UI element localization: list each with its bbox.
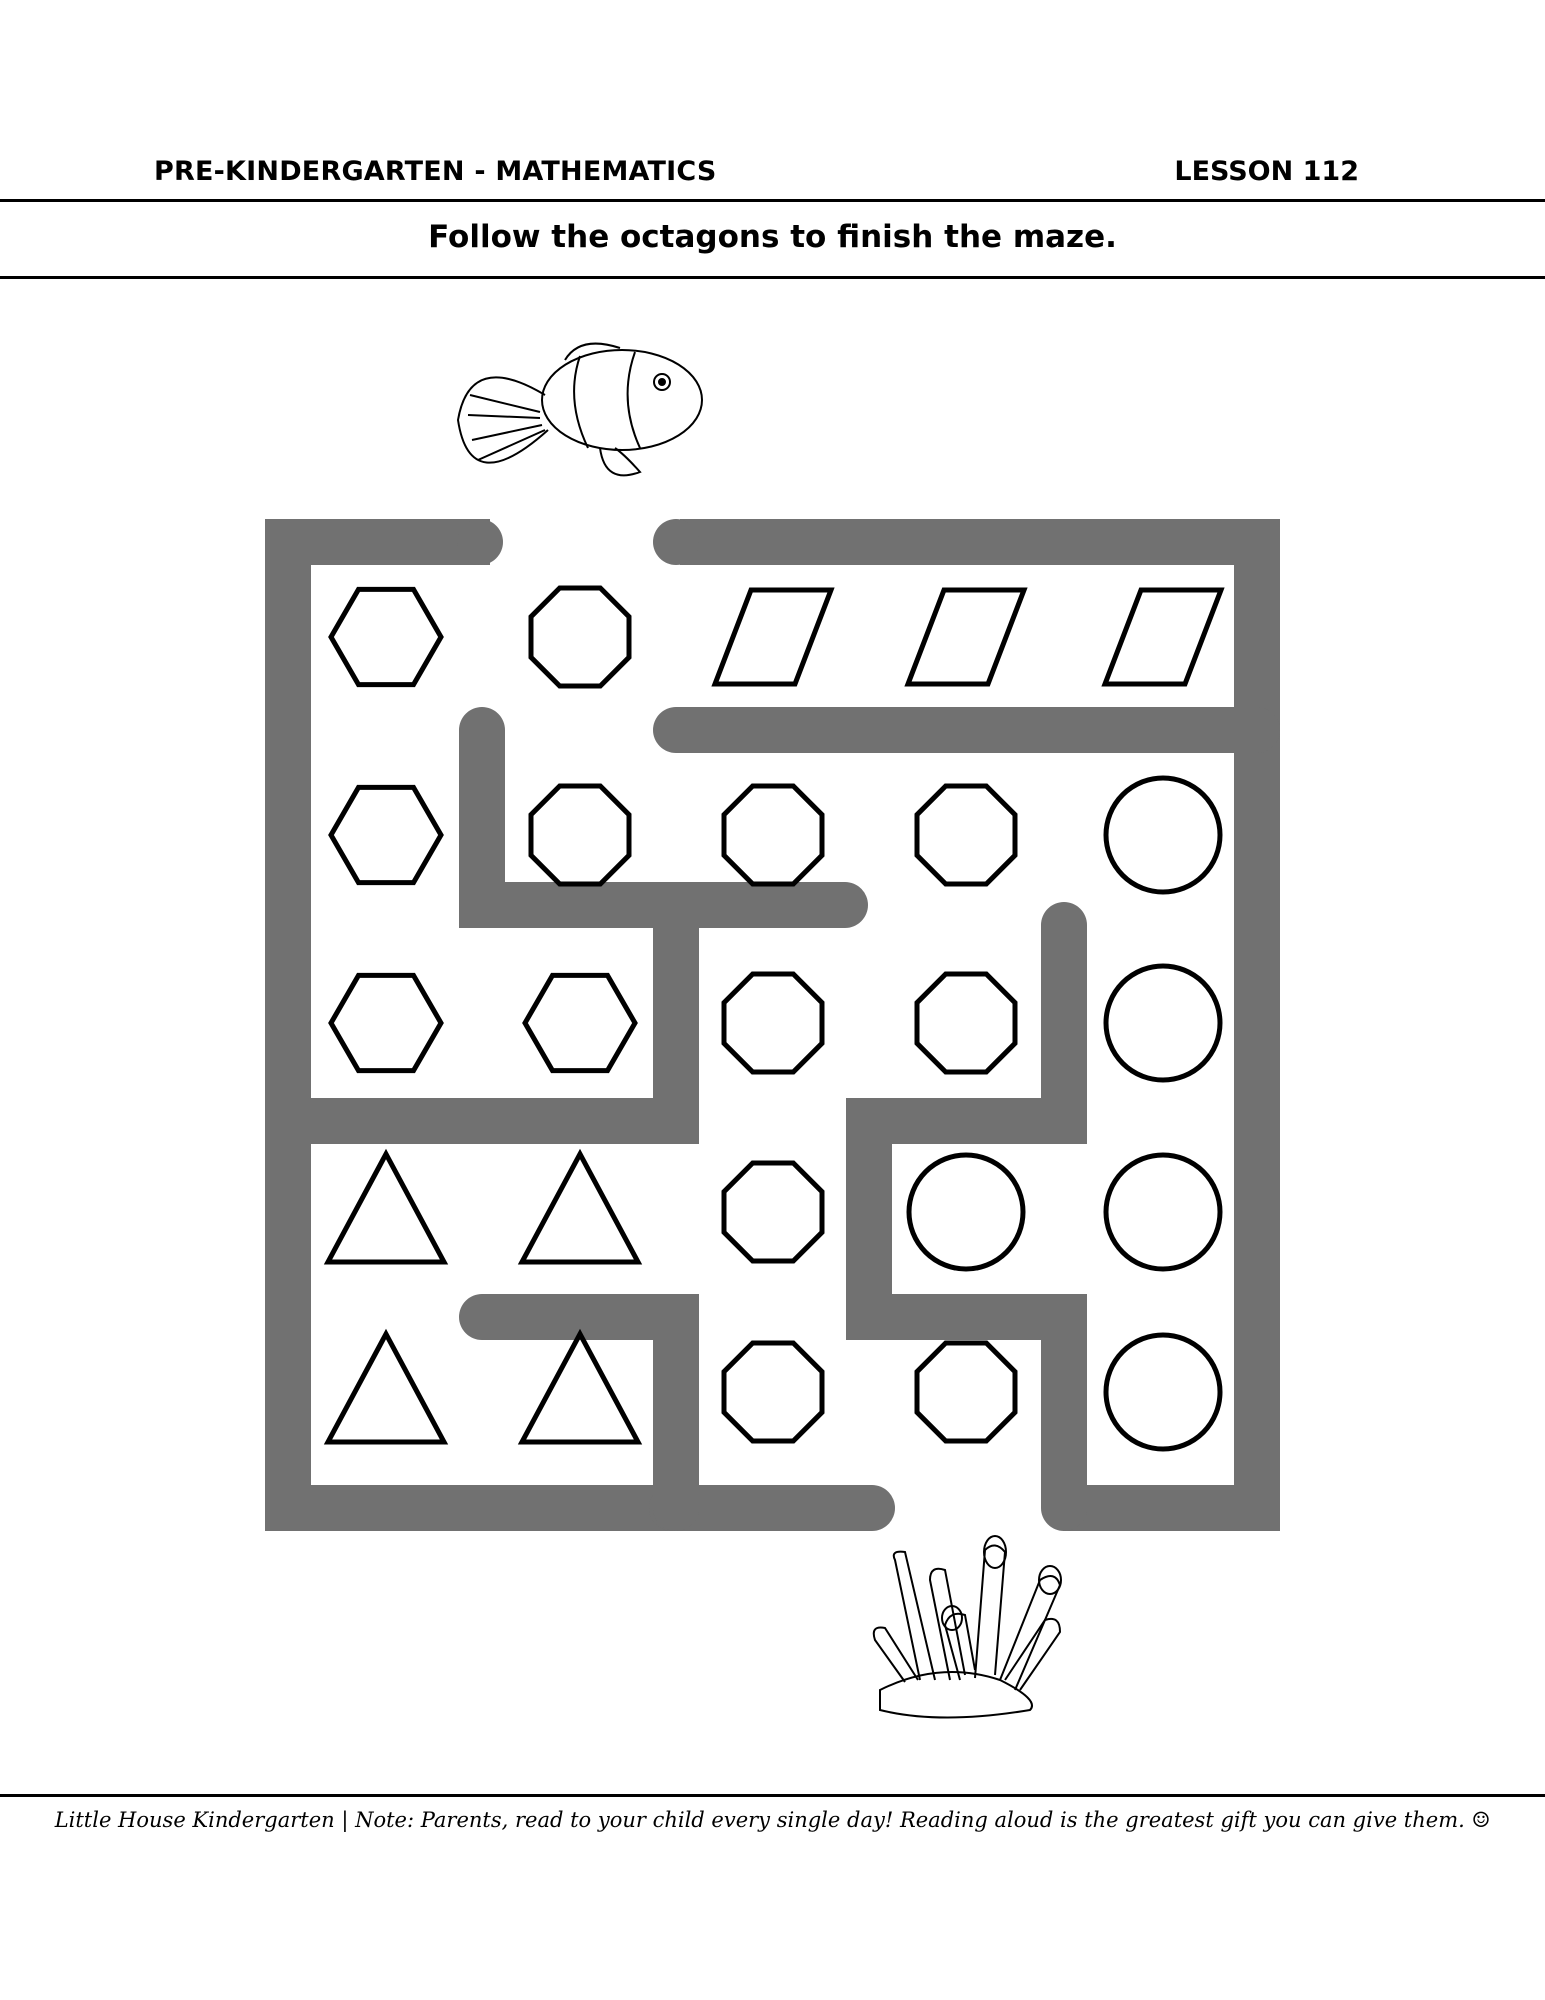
maze-wall xyxy=(482,730,845,905)
circle-shape xyxy=(1106,966,1220,1080)
triangle-shape xyxy=(522,1154,638,1262)
parallelogram-shape xyxy=(908,590,1024,684)
maze-wall xyxy=(680,542,1257,1508)
triangle-shape xyxy=(328,1334,444,1442)
maze-wall xyxy=(288,542,672,1508)
fish-stripe xyxy=(574,356,588,448)
octagon-shape xyxy=(531,786,629,884)
fish-pupil xyxy=(659,379,665,385)
hexagon-shape xyxy=(525,975,635,1070)
triangle-shape xyxy=(522,1334,638,1442)
octagon-shape xyxy=(531,588,629,686)
coral-branch xyxy=(894,1552,935,1680)
circle-shape xyxy=(909,1155,1023,1269)
hexagon-shape xyxy=(331,787,441,882)
octagon-shape xyxy=(724,1343,822,1441)
triangle-shape xyxy=(328,1154,444,1262)
fish-tail-lines xyxy=(468,395,545,460)
hexagon-shape xyxy=(331,975,441,1070)
circle-shape xyxy=(1106,778,1220,892)
octagon-shape xyxy=(724,974,822,1072)
hexagon-shape xyxy=(331,589,441,684)
circle-shape xyxy=(1106,1335,1220,1449)
circle-shape xyxy=(1106,1155,1220,1269)
header-lesson: LESSON 112 xyxy=(1174,156,1359,187)
fish-body xyxy=(542,350,702,450)
fish-top-fin xyxy=(565,344,620,360)
coral-tip xyxy=(984,1536,1006,1568)
fish-bottom-fin xyxy=(600,448,640,475)
octagon-shape xyxy=(917,1343,1015,1441)
octagon-shape xyxy=(724,786,822,884)
parallelogram-shape xyxy=(715,590,831,684)
maze-wall xyxy=(288,905,676,1121)
octagon-shape xyxy=(724,1163,822,1261)
footer-rule xyxy=(0,1794,1545,1797)
instruction-text: Follow the octagons to finish the maze. xyxy=(428,219,1117,255)
footer-note: Little House Kindergarten | Note: Parents, read to your child every single day! Reading aloud is the greatest gift you can give them. ☺ xyxy=(54,1808,1491,1832)
clownfish-illustration xyxy=(458,344,702,476)
coral-illustration xyxy=(874,1536,1061,1718)
fish-stripe xyxy=(628,352,640,448)
maze-wall xyxy=(869,925,1064,1508)
maze-wall xyxy=(482,1317,676,1508)
coral-branch xyxy=(1005,1619,1060,1690)
parallelogram-shape xyxy=(1105,590,1221,684)
octagon-shape xyxy=(917,786,1015,884)
header-subject: PRE-KINDERGARTEN - MATHEMATICS xyxy=(154,156,717,187)
octagon-shape xyxy=(917,974,1015,1072)
